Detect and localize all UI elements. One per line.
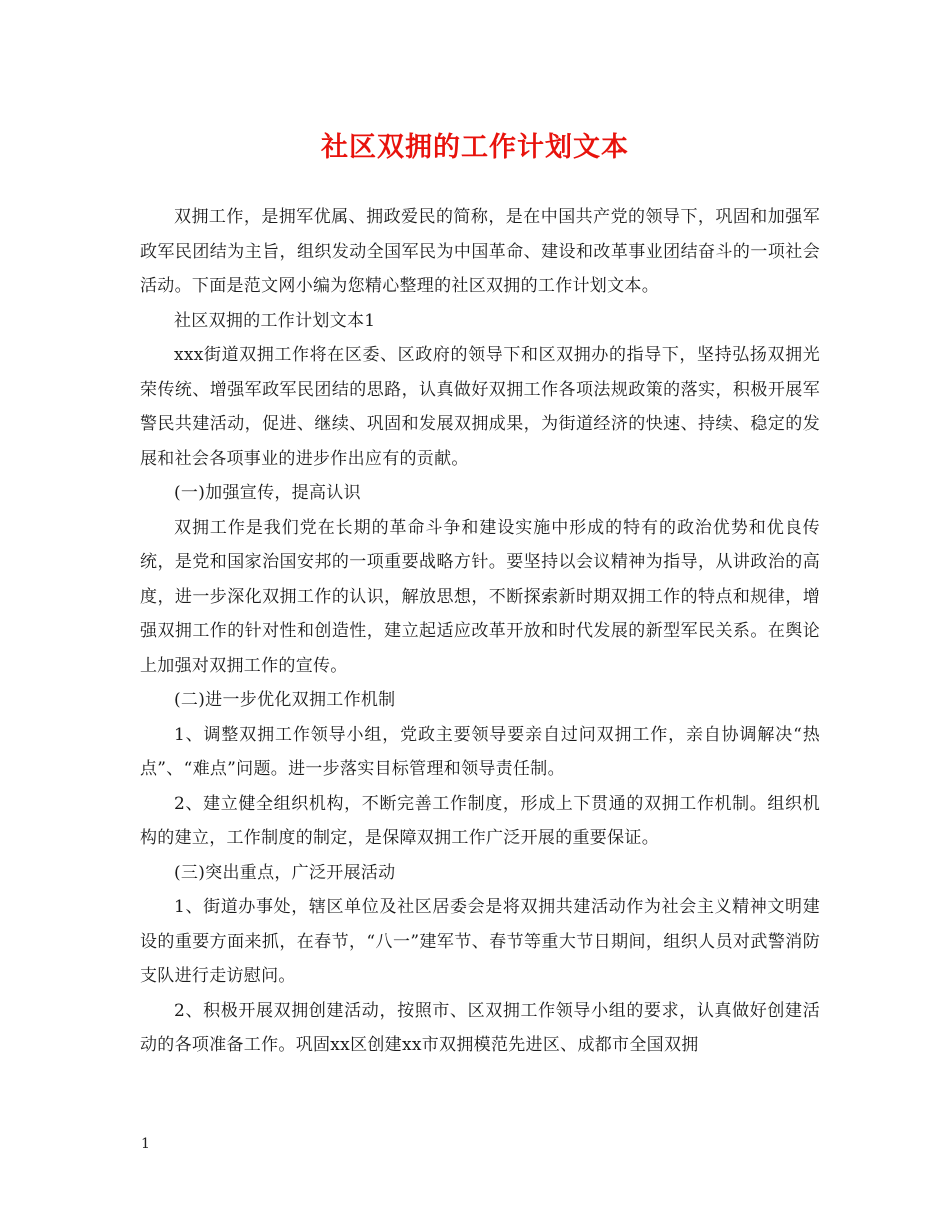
section-heading-3: (三)突出重点，广泛开展活动 bbox=[174, 862, 396, 883]
page-number: 1 bbox=[141, 1136, 150, 1152]
paragraph-activities-1: 1、街道办事处，辖区单位及社区居委会是将双拥共建活动作为社会主义精神文明建设的重要方面来抓，在春节，“八一”建军节、春节等重大节日期间，组织人员对武警消防支队进行走访慰问。 bbox=[140, 897, 820, 986]
section-heading-2: (二)进一步优化双拥工作机制 bbox=[174, 690, 396, 710]
document-body bbox=[140, 200, 820, 1063]
paragraph-mechanism-1: 1、调整双拥工作领导小组，党政主要领导要亲自过问双拥工作，亲自协调解决“热点”、“难点”问题。进一步落实目标管理和领导责任制。 bbox=[140, 724, 820, 779]
document-title: 社区双拥的工作计划文本 bbox=[321, 132, 629, 163]
paragraph-intro: 双拥工作，是拥军优属、拥政爱民的简称，是在中国共产党的领导下，巩固和加强军政军民团结为主旨，组织发动全国军民为中国革命、建设和改革事业团结奋斗的一项社会活动。下面是范文网小编为您精心整理的社区双拥的工作计划文本。 bbox=[140, 207, 820, 296]
paragraph-mechanism-2: 2、建立健全组织机构，不断完善工作制度，形成上下贯通的双拥工作机制。组织机构的建立，工作制度的制定，是保障双拥工作广泛开展的重要保证。 bbox=[140, 793, 820, 848]
section-heading-1: (一)加强宣传，提高认识 bbox=[174, 483, 361, 503]
paragraph-activities-2: 2、积极开展双拥创建活动，按照市、区双拥工作领导小组的要求，认真做好创建活动的各项准备工作。巩固xx区创建xx市双拥模范先进区、成都市全国双拥 bbox=[140, 1000, 820, 1055]
paragraph-publicity: 双拥工作是我们党在长期的革命斗争和建设实施中形成的特有的政治优势和优良传统，是党和国家治国安邦的一项重要战略方针。要坚持以会议精神为指导，从讲政治的高度，进一步深化双拥工作的认识，解放思想，不断探索新时期双拥工作的特点和规律，增强双拥工作的针对性和创造性，建立起适应改革开放和时代发展的新型军民关系。在舆论上加强对双拥工作的宣传。 bbox=[140, 517, 820, 676]
section-heading-plan-1: 社区双拥的工作计划文本1 bbox=[174, 310, 376, 331]
paragraph-overview: xxx街道双拥工作将在区委、区政府的领导下和区双拥办的指导下，坚持弘扬双拥光荣传统、增强军政军民团结的思路，认真做好双拥工作各项法规政策的落实，积极开展军警民共建活动，促进、继续、巩固和发展双拥成果，为街道经济的快速、持续、稳定的发展和社会各项事业的进步作出应有的贡献。 bbox=[140, 345, 820, 469]
